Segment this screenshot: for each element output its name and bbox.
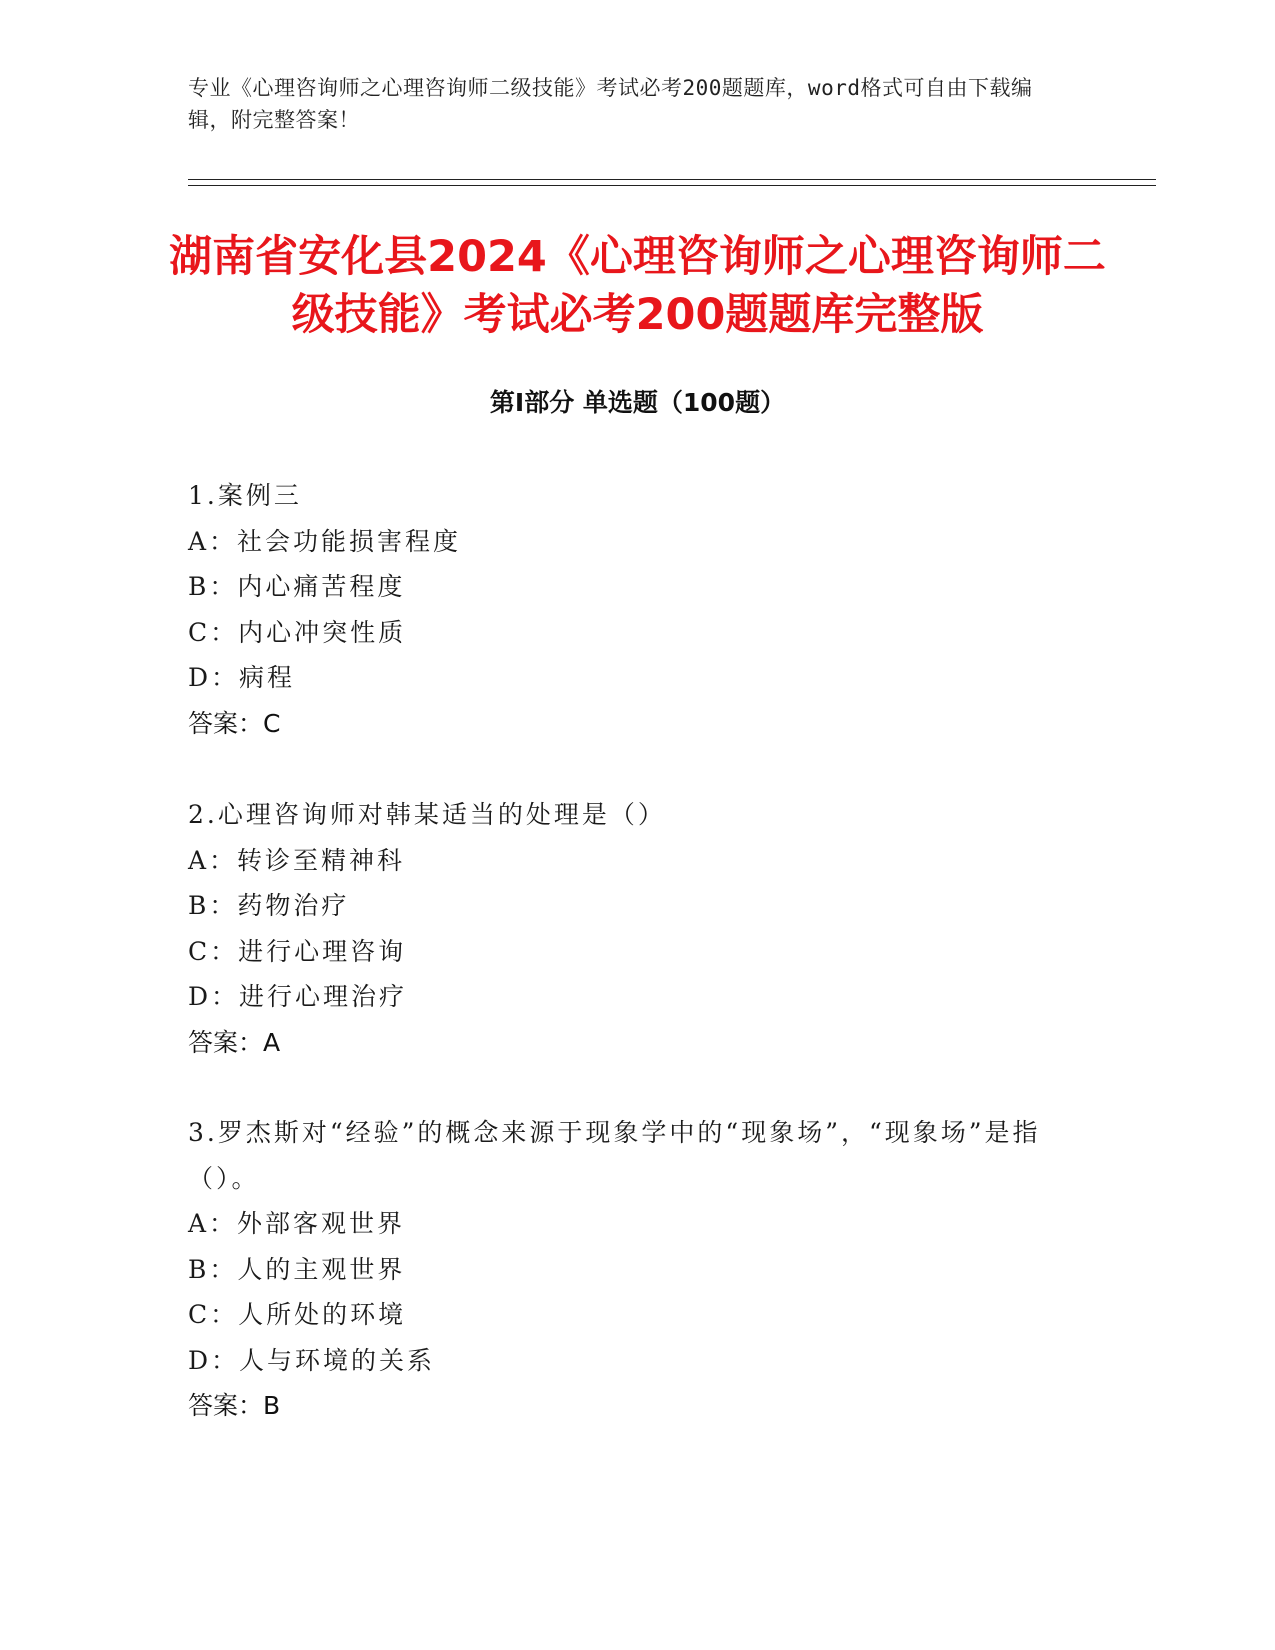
option-c: C：进行心理咨询 xyxy=(188,936,407,966)
question-3 xyxy=(188,1110,1088,1429)
document-title: 湖南省安化县2024《心理咨询师之心理咨询师二级技能》考试必考200题题库完整版 xyxy=(169,232,1106,340)
question-2 xyxy=(188,792,1088,1065)
section-heading: 第Ⅰ部分 单选题（100题） xyxy=(489,388,786,417)
header-divider-bottom xyxy=(188,185,1156,186)
answer: 答案：A xyxy=(188,1027,281,1057)
question-stem: 1.案例三 xyxy=(188,481,302,510)
option-a: A：转诊至精神科 xyxy=(188,845,406,875)
option-a: A：社会功能损害程度 xyxy=(188,526,462,556)
option-d: D：病程 xyxy=(188,663,296,692)
option-c: C：人所处的环境 xyxy=(188,1300,407,1329)
option-d: D：人与环境的关系 xyxy=(188,1345,436,1375)
option-b: B：药物治疗 xyxy=(188,891,350,920)
question-stem: 3.罗杰斯对“经验”的概念来源于现象学中的“现象场”，“现象场”是指（）。 xyxy=(188,1118,1041,1193)
option-c: C：内心冲突性质 xyxy=(188,617,407,647)
question-stem: 2.心理咨询师对韩某适当的处理是（） xyxy=(188,800,666,829)
answer: 答案：B xyxy=(188,1391,281,1420)
option-b: B：内心痛苦程度 xyxy=(188,572,406,601)
option-b: B：人的主观世界 xyxy=(188,1254,406,1284)
question-1 xyxy=(188,473,1088,746)
option-d: D：进行心理治疗 xyxy=(188,982,408,1011)
header-divider-top xyxy=(188,179,1156,180)
answer: 答案：C xyxy=(188,708,281,738)
option-a: A：外部客观世界 xyxy=(188,1209,406,1238)
header-note: 专业《心理咨询师之心理咨询师二级技能》考试必考200题题库，word格式可自由下载编辑，附完整答案！ xyxy=(188,76,1033,132)
